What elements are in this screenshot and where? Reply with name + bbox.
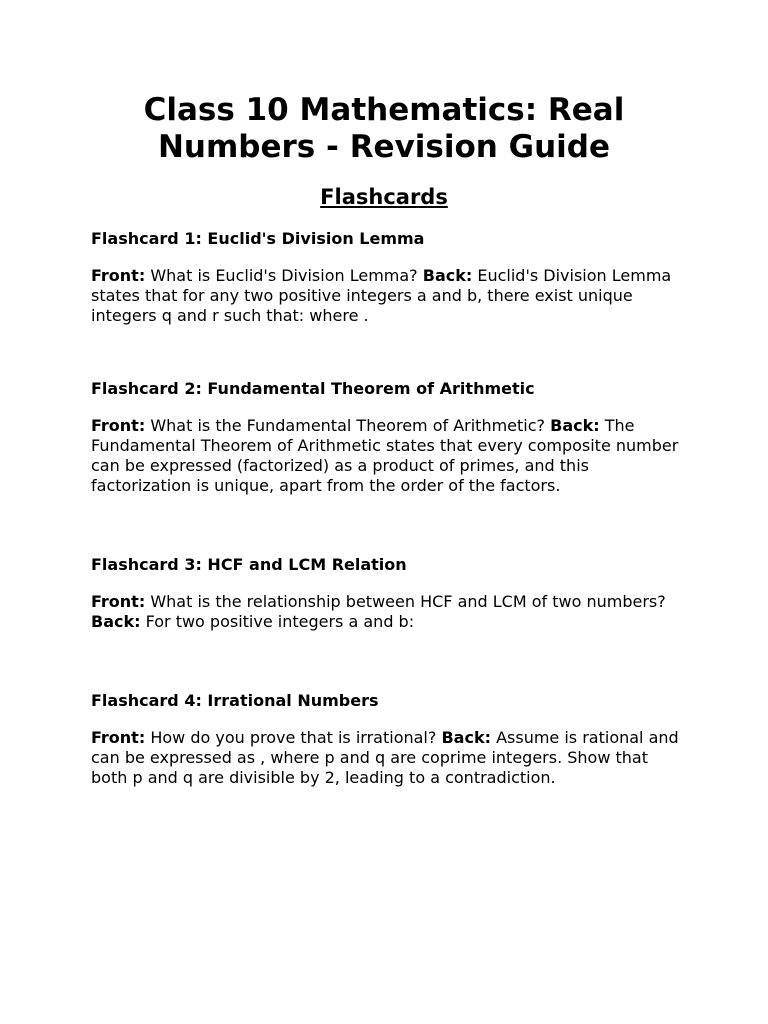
back-label: Back: (550, 416, 600, 435)
front-label: Front: (91, 266, 146, 285)
flashcard-body (91, 728, 681, 788)
flashcard-back-text: The Fundamental Theorem of Arithmetic states that every composite number can be expressed (factorized) as a product of primes, and this factorization is unique, apart from the order of the factors. (91, 416, 679, 495)
back-label: Back: (91, 612, 141, 631)
flashcard-front-text: What is the relationship between HCF and LCM of two numbers? (150, 592, 666, 611)
flashcard-body (91, 266, 681, 326)
front-label: Front: (91, 592, 146, 611)
back-label: Back: (422, 266, 473, 285)
flashcard-heading: Flashcard 3: HCF and LCM Relation (91, 555, 407, 574)
flashcard-front-text: What is the Fundamental Theorem of Arithmetic? (150, 416, 546, 435)
flashcard-body (91, 416, 681, 496)
flashcard-front-text: How do you prove that is irrational? (150, 728, 437, 747)
front-label: Front: (91, 728, 146, 747)
flashcard-heading: Flashcard 2: Fundamental Theorem of Arithmetic (91, 379, 535, 398)
flashcard-back-text: For two positive integers a and b: (145, 612, 415, 631)
document-title: Class 10 Mathematics: Real Numbers - Revision Guide (143, 92, 625, 165)
section-heading-flashcards: Flashcards (320, 185, 448, 209)
back-label: Back: (441, 728, 491, 747)
flashcard-back-text: Euclid's Division Lemma states that for any two positive integers a and b, there exist unique integers q and r such that: where . (91, 266, 672, 325)
flashcard-front-text: What is Euclid's Division Lemma? (150, 266, 418, 285)
flashcard-heading: Flashcard 4: Irrational Numbers (91, 691, 379, 710)
flashcard-heading: Flashcard 1: Euclid's Division Lemma (91, 229, 425, 248)
flashcard-body (91, 592, 681, 632)
flashcard-back-text: Assume is rational and can be expressed as , where p and q are coprime integers. Show that both p and q are divisible by 2, leading to a contradiction. (91, 728, 679, 787)
front-label: Front: (91, 416, 146, 435)
